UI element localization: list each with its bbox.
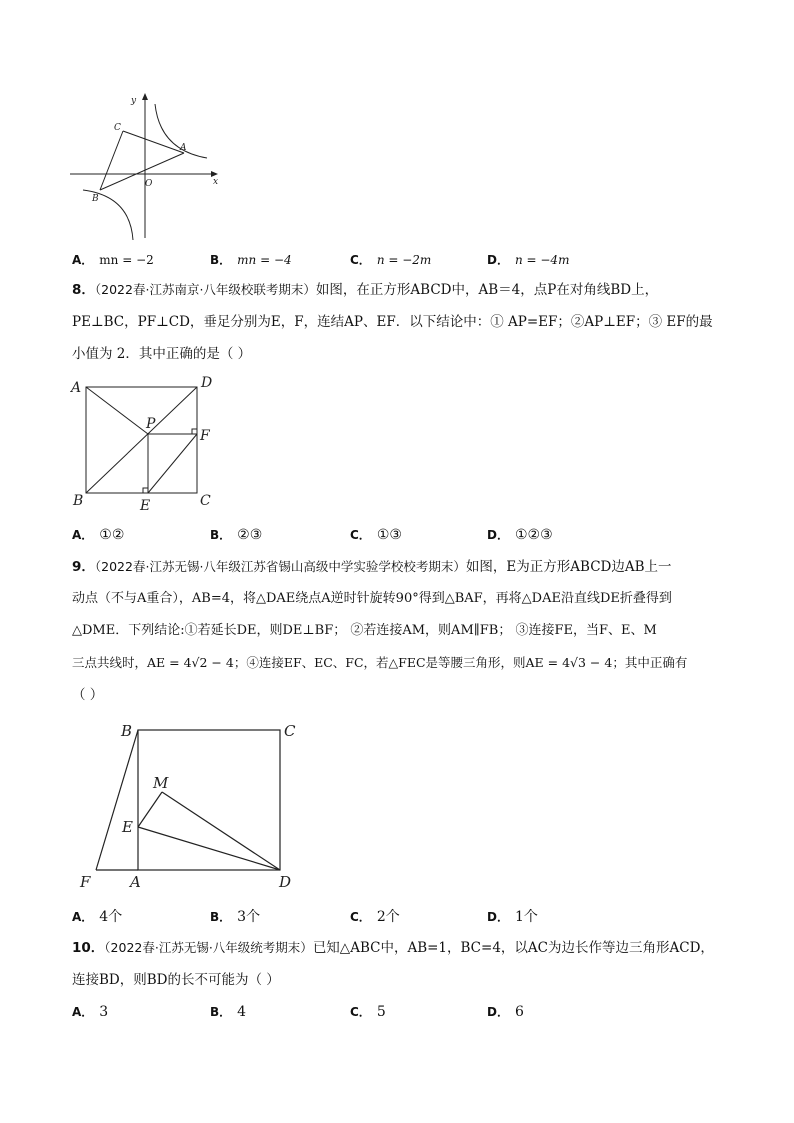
q10-source: （2022春·江苏无锡·八年级统考期末）	[104, 940, 313, 955]
q8-label-D: D	[201, 375, 213, 391]
q8-label-C: C	[200, 493, 211, 509]
q9-option-b[interactable]	[210, 906, 260, 926]
q7-label-A: A	[180, 143, 187, 153]
option-value: 2个	[376, 909, 400, 925]
option-label: C．	[350, 253, 371, 267]
option-label: B．	[210, 1005, 232, 1019]
segment-ap	[86, 387, 148, 434]
q9-label-M: M	[153, 774, 169, 792]
q9-line-1	[72, 557, 672, 577]
q10-option-d[interactable]	[487, 1003, 524, 1020]
q10-line-2: 连接BD，则BD的长不可能为（ ）	[72, 972, 280, 988]
q7-option-a[interactable]	[72, 251, 154, 268]
q9-label-B: B	[121, 722, 133, 740]
q7-axes	[70, 96, 214, 238]
q8-number: 8．	[72, 282, 95, 298]
q7-figure	[66, 88, 226, 240]
option-value: 4个	[99, 909, 123, 925]
q10-options	[72, 1003, 732, 1023]
q7-option-b[interactable]	[210, 251, 292, 268]
q9-label-E: E	[122, 818, 133, 836]
q10-line-1	[72, 938, 714, 958]
option-value: 6	[514, 1004, 524, 1020]
option-label: B．	[210, 528, 232, 542]
option-label: B．	[210, 910, 232, 924]
option-label: D．	[487, 253, 509, 267]
option-value: 5	[376, 1004, 386, 1020]
q7-label-y: y	[131, 96, 137, 106]
option-value: n = −2m	[376, 253, 432, 267]
segment-ed	[138, 827, 280, 870]
q8-option-d[interactable]	[487, 526, 553, 543]
q10-option-a[interactable]	[72, 1003, 108, 1020]
q8-label-B: B	[73, 493, 84, 509]
q7-option-d[interactable]	[487, 251, 569, 268]
q8-option-a[interactable]	[72, 526, 124, 543]
option-value: ②③	[237, 527, 263, 543]
q9-number: 9．	[72, 559, 95, 575]
q8-label-F: F	[200, 428, 210, 444]
q9-label-C: C	[284, 722, 296, 740]
q8-line-2: PE⊥BC，PF⊥CD，垂足分别为E，F，连结AP、EF．以下结论中：① AP=EF；②AP⊥EF；③ EF的最	[72, 314, 713, 330]
q9-label-D: D	[279, 873, 292, 891]
q7-label-B: B	[92, 194, 99, 204]
diagonal-bd	[86, 387, 197, 493]
q10-option-c[interactable]	[350, 1003, 386, 1020]
q8-option-c[interactable]	[350, 526, 402, 543]
q9-text-1: 如图，E为正方形ABCD边AB上一	[465, 559, 672, 575]
q9-label-F: F	[80, 873, 91, 891]
q10-text-1: 已知△ABC中，AB=1，BC=4，以AC为边长作等边三角形ACD，	[312, 940, 714, 956]
right-angle-e	[143, 488, 148, 493]
q7-label-x: x	[213, 177, 219, 187]
option-value: n = −4m	[514, 253, 570, 267]
q8-options	[72, 526, 732, 546]
option-label: D．	[487, 910, 509, 924]
q8-label-A: A	[71, 380, 82, 396]
q8-source: （2022春·江苏南京·八年级校联考期末）	[94, 282, 316, 297]
option-value: 1个	[514, 909, 538, 925]
option-value: mn = −4	[237, 253, 292, 267]
option-label: C．	[350, 1005, 371, 1019]
q8-line-1	[72, 280, 658, 300]
option-label: A．	[72, 1005, 94, 1019]
right-angle-f	[192, 429, 197, 434]
q8-text-1: 如图，在正方形ABCD中，AB＝4，点P在对角线BD上，	[315, 282, 659, 298]
option-label: A．	[72, 528, 94, 542]
option-value: ①③	[376, 527, 402, 543]
q9-label-A: A	[130, 873, 141, 891]
option-value: 3个	[237, 909, 261, 925]
q10-number: 10．	[72, 940, 105, 956]
q8-label-E: E	[140, 498, 151, 514]
option-value: 3	[99, 1004, 109, 1020]
q9-line-5: （ ）	[72, 687, 104, 703]
q10-option-b[interactable]	[210, 1003, 246, 1020]
q7-option-c[interactable]	[350, 251, 431, 268]
option-label: B．	[210, 253, 232, 267]
segment-em	[138, 792, 162, 827]
q9-options	[72, 906, 732, 926]
option-label: D．	[487, 1005, 509, 1019]
option-label: D．	[487, 528, 509, 542]
segment-fb	[96, 730, 138, 870]
segment-md	[162, 792, 280, 870]
q7-label-C: C	[114, 123, 121, 133]
option-value: mn = −2	[99, 253, 154, 267]
option-value: ①②	[99, 527, 125, 543]
q9-line-3: △DME．下列结论:①若延长DE，则DE⊥BF； ②若连接AM，则AM∥FB； ③连接FE，当F、E、M	[72, 623, 657, 638]
q9-source: （2022春·江苏无锡·八年级江苏省锡山高级中学实验学校校考期末）	[94, 559, 466, 574]
option-value: ①②③	[514, 527, 553, 543]
q8-line-3: 小值为 2．其中正确的是（ ）	[72, 346, 252, 362]
option-label: C．	[350, 910, 371, 924]
q8-option-b[interactable]	[210, 526, 262, 543]
option-label: A．	[72, 253, 94, 267]
option-value: 4	[237, 1004, 247, 1020]
option-label: C．	[350, 528, 371, 542]
y-axis-arrow	[142, 93, 148, 100]
q9-option-a[interactable]	[72, 906, 122, 926]
q9-figure	[76, 714, 306, 894]
q7-triangle	[100, 131, 184, 190]
q8-figure	[70, 372, 218, 514]
q7-options	[72, 251, 732, 271]
q8-label-P: P	[146, 416, 156, 432]
segment-ef	[148, 434, 197, 493]
option-label: A．	[72, 910, 94, 924]
q7-label-O: O	[145, 179, 153, 189]
q9-line-2: 动点（不与A重合），AB=4，将△DAE绕点A逆时针旋转90°得到△BAF，再将△DAE沿直线DE折叠得到	[72, 591, 672, 606]
q9-option-c[interactable]	[350, 906, 400, 926]
q9-line-4: 三点共线时，AE = 4√2 − 4；④连接EF、EC、FC，若△FEC是等腰三角形，则AE = 4√3 − 4；其中正确有	[72, 655, 688, 670]
q9-option-d[interactable]	[487, 906, 538, 926]
